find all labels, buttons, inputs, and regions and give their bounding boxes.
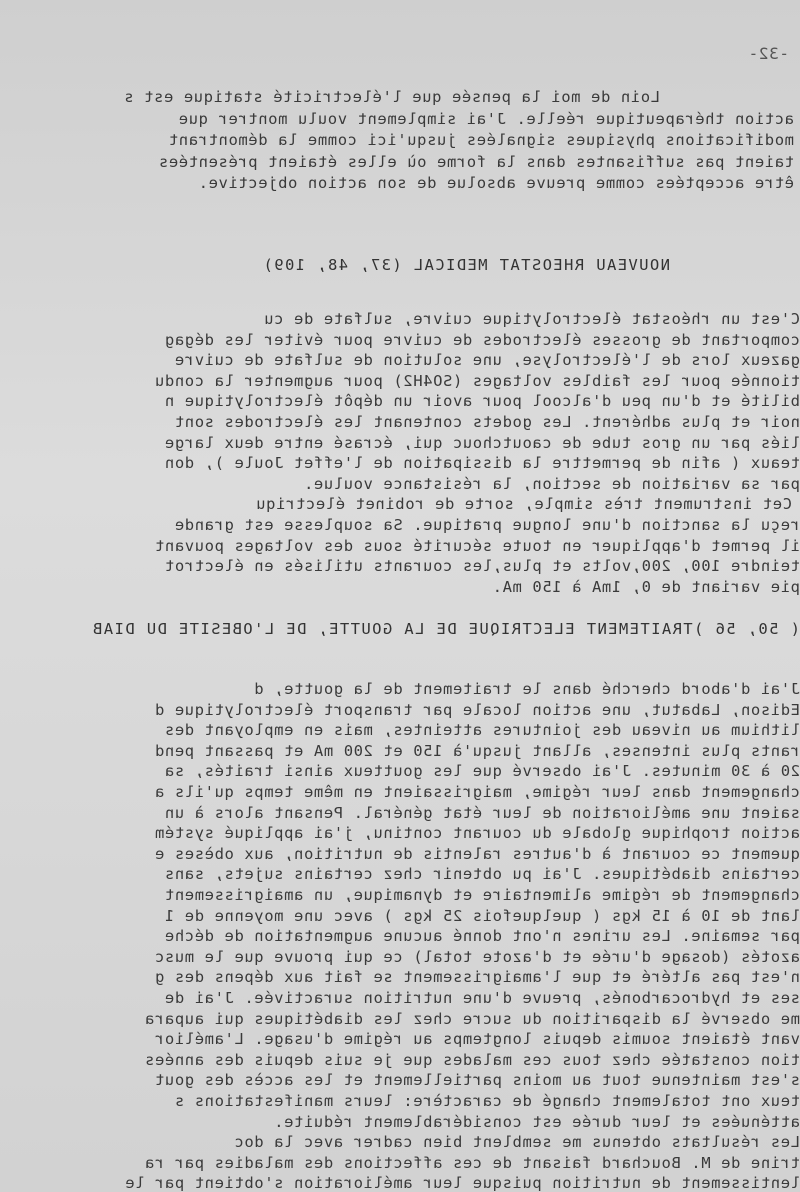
text-line: lentissement de nutrition puisque leur amélioration s'obtient par le	[124, 1174, 800, 1192]
text-line: certains diabétiques. J'ai pu obtenir chez certains sujets, sans	[164, 865, 800, 884]
text-line: atténuées et leur durée est considérablement réduite.	[273, 1112, 800, 1131]
text-line: changement de régime alimentaire et dynamique, un amaigrissement	[164, 886, 800, 904]
text-line: Loin de moi la pensée que l'électricité statique est s	[123, 88, 660, 106]
text-line: pie variant de 0, 1mA à 150 mA.	[492, 577, 800, 596]
text-line: s'est maintenue tout au moins partiellement et les accès des gout	[154, 1071, 800, 1090]
text-line: modifications physiques signalées jusqu'ici comme la démontrant	[168, 131, 794, 149]
text-line: noir et plus adhérent. Les godets contenant les électrodes sont	[174, 413, 800, 431]
text-line: rants plus intenses, allant jusqu'à 150 et 200 mA et passant pend	[154, 741, 800, 760]
text-line: 20 à 30 minutes. J'ai observé que les goutteux ainsi traités, sa	[164, 762, 800, 781]
text-line: tion constatée chez tous ces malades que je suis depuis des années	[144, 1050, 800, 1069]
page-number: -32-	[748, 44, 789, 63]
text-line: gazeux lors de l'électrolyse, une solution de sulfate de cuivre	[174, 351, 800, 370]
section-heading: NOUVEAU RHEOSTAT MEDICAL (37, 48, 109)	[262, 256, 670, 274]
text-line: Les résultats obtenus me semblent bien cadrer avec la doc	[233, 1133, 800, 1152]
text-line: action trophique globale du courant continu, j'ai appliqué systém	[154, 824, 800, 843]
text-line: vant étaient soumis depuis longtemps au régime d'usage. L'amélior	[154, 1030, 800, 1049]
text-line: comportant de grosses électrodes de cuivre pour éviter les dégag	[164, 330, 800, 349]
text-line: tionnée pour les faibles voltages (SO4H2) pour augmenter la condu	[154, 371, 800, 390]
text-line: être acceptées comme preuve absolue de son action objective.	[198, 174, 794, 192]
text-line: C'est un rhéostat électrolytique cuivre, sulfate de cu	[263, 310, 800, 328]
text-line: lant de 10 à 15 kgs ( quelquefois 25 kgs ) avec une moyenne de 1	[164, 906, 800, 925]
text-line: saient une amélioration de leur état général. Pensant alors à un	[164, 803, 800, 822]
text-line: n'est pas altéré et que l'amaigrissement se fait aux dépens des g	[154, 968, 800, 987]
text-line: trine de M. Bouchard faisant de ces affections des maladies par ra	[144, 1153, 800, 1172]
section-heading: ( 50, 56 )TRAITEMENT ELECTRIQUE DE LA GOUTTE, DE L'OBESITE DU DIAB	[91, 620, 800, 638]
text-line: bilité et d'un peu d'alcool pour avoir un dépôt électrolytique n	[164, 392, 800, 411]
text-line: teaux ( afin de permettre la dissipation de l'effet Joule ), don	[164, 454, 800, 473]
text-line: taient pas suffisantes dans la forme où elles étaient présentées	[158, 152, 794, 171]
text-line: changement dans leur régime, maigrissaient en même temps qu'ils a	[154, 783, 800, 801]
text-line: me observé la disparition du sucre chez les diabétiques qui aupara	[144, 1009, 800, 1028]
text-line: teux ont totalement changé de caractère: leurs manifestations s	[174, 1092, 800, 1110]
text-line: ses et hydrocarbonés, preuve d'une nutrition suractivée. J'ai de	[164, 989, 800, 1007]
text-line: azotés (dosage d'urée et d'azote total) ce qui prouve que le musc	[154, 947, 800, 966]
text-line: quement ce courant à d'autres ralentis de nutrition, aux obèses e	[154, 844, 800, 863]
text-line: teindre 100, 200,volts et plus,les courants utilisés en électrot	[164, 557, 800, 576]
text-line: par semaine. Les urines n'ont donné aucune augmentation de déche	[164, 927, 800, 946]
text-line: liés par un gros tube de caoutchouc qui, écrasé entre deux large	[164, 433, 800, 452]
text-line: action thérapeutique réelle. J'ai simplement voulu montrer que	[178, 109, 794, 128]
text-line: Edison, Labatut, une action locale par transport électrolytique d	[154, 700, 800, 719]
text-line: il permet d'appliquer en toute sécurité sous des voltages pouvant	[154, 536, 800, 555]
text-line: J'ai d'abord cherché dans le traitement de la goutte, d	[253, 680, 800, 698]
text-line: Cet instrument très simple, sorte de robinet électriqu	[255, 495, 792, 514]
text-line: lithium au niveau des jointures atteintes, mais en employant des	[164, 721, 800, 740]
text-line: reçu la sanction d'une longue pratique. Sa souplesse est grande	[174, 516, 800, 534]
text-line: par sa variation de section, la résistance voulue.	[303, 474, 800, 493]
